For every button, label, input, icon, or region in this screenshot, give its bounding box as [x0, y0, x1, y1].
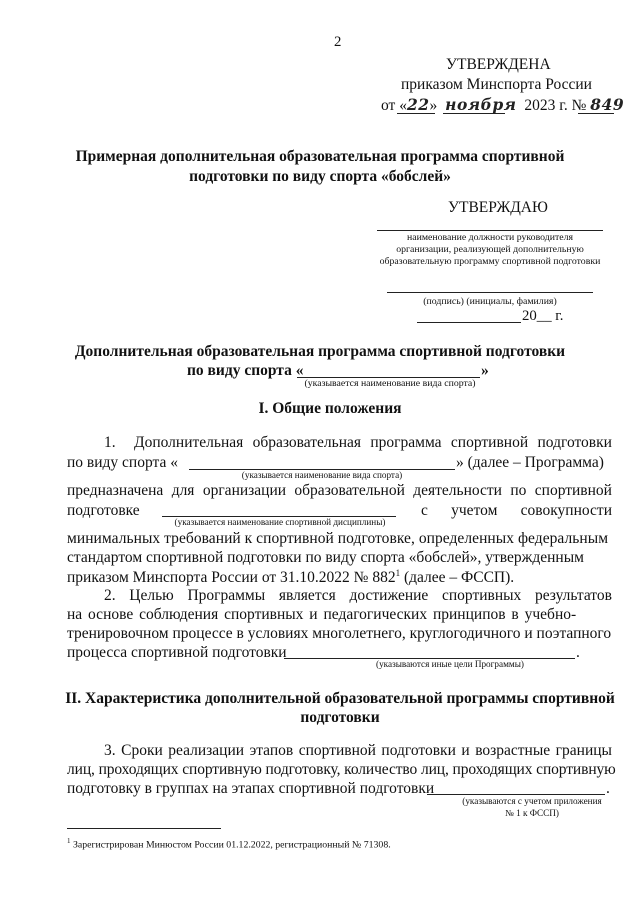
- word: учетом: [451, 502, 498, 519]
- program-title-line2-suffix: »: [481, 362, 489, 379]
- word: результатов: [534, 587, 612, 604]
- word: Программы: [187, 587, 266, 604]
- page-number: 2: [334, 34, 342, 50]
- p3-line3-suffix: .: [606, 780, 610, 797]
- month-underline: [443, 113, 505, 114]
- word: по: [510, 482, 527, 499]
- word: является: [278, 587, 336, 604]
- position-caption-1: наименование должности руководителя: [406, 232, 574, 243]
- word: и: [461, 742, 470, 759]
- word: спортивной: [450, 434, 529, 451]
- word: этапов: [249, 742, 294, 759]
- signature-caption: (подпись) (инициалы, фамилия): [423, 296, 557, 307]
- approval-order-line: приказом Минспорта России: [401, 76, 592, 93]
- p3-caption-1: (указываются с учетом приложения: [462, 796, 602, 806]
- p1-line7-text: приказом Минспорта России от 31.10.2022 № 882: [67, 569, 396, 587]
- word: для: [171, 482, 195, 499]
- word: 3.: [104, 742, 116, 759]
- word: организации: [202, 482, 287, 499]
- footnote-text: Зарегистрирован Минюстом России 01.12.2022, регистрационный № 71308.: [72, 839, 391, 851]
- p3-line2: лиц, проходящих спортивную подготовку, количество лиц, проходящих спортивную: [67, 761, 616, 778]
- position-caption-3: образовательную программу спортивной подготовки: [379, 256, 601, 267]
- word: Сроки: [121, 742, 163, 759]
- word: программа: [370, 434, 442, 451]
- signature-line: [387, 292, 593, 293]
- word: деятельности: [413, 482, 502, 499]
- word: образовательная: [252, 434, 362, 451]
- p1-line4-suffix: [421, 502, 612, 520]
- p3-stages-line: [427, 794, 605, 795]
- p3-line3-prefix: подготовку в группах на этапах спортивной подготовки: [67, 780, 435, 797]
- p1-number: 1.: [104, 434, 116, 451]
- p3-caption-2: № 1 к ФССП): [505, 808, 559, 818]
- footnote: [67, 837, 391, 850]
- word: образовательной: [294, 482, 405, 499]
- day-underline: [397, 113, 435, 114]
- p1-line1: [134, 434, 612, 452]
- section1-heading: I. Общие положения: [258, 400, 402, 417]
- word: 2.: [104, 587, 116, 604]
- word: предназначена: [67, 482, 164, 499]
- handwritten-day: 22: [406, 95, 430, 114]
- position-line: [377, 230, 603, 231]
- p2-goals-caption: (указываются иные цели Программы): [376, 659, 524, 669]
- handwritten-month: ноября: [445, 95, 517, 114]
- approval-date-line: [381, 95, 624, 115]
- word: совокупности: [520, 502, 612, 519]
- approval-title: УТВЕРЖДЕНА: [446, 56, 551, 73]
- word: границы: [555, 742, 612, 759]
- p2-line4-prefix: процесса спортивной подготовки: [67, 644, 287, 661]
- date-year: 2023 г. №: [524, 97, 587, 114]
- p1-sport-caption: (указывается наименование вида спорта): [241, 470, 403, 480]
- handwritten-number: 849: [590, 95, 625, 114]
- approve-title: УТВЕРЖДАЮ: [448, 199, 548, 216]
- date-mid: »: [429, 97, 438, 114]
- p1-line7: [67, 568, 514, 587]
- p3-line1: [104, 742, 612, 760]
- section2-heading-line2: подготовки: [300, 709, 380, 726]
- program-sport-caption: (указывается наименование вида спорта): [304, 378, 476, 389]
- date-line: [417, 322, 521, 323]
- word: Целью: [129, 587, 174, 604]
- main-title-line1: Примерная дополнительная образовательная программа спортивной: [75, 148, 565, 165]
- program-title-line2-prefix: по виду спорта «: [187, 362, 304, 379]
- p1-discipline-caption: (указывается наименование спортивной дисциплины): [174, 517, 386, 527]
- p2-line4-suffix: .: [576, 644, 580, 661]
- word: подготовки: [537, 434, 612, 451]
- p2-line3: тренировочном процессе в условиях многолетнего, круглогодичного и поэтапного: [67, 625, 612, 642]
- p1-line2-prefix: по виду спорта «: [67, 454, 178, 471]
- main-title-line2: подготовки по виду спорта «бобслей»: [189, 168, 451, 185]
- p2-line2: на основе соблюдения спортивных и педагогических принципов в учебно-: [67, 606, 577, 623]
- word: реализации: [168, 742, 245, 759]
- p1-line4-prefix: подготовке: [67, 502, 140, 519]
- p1-line6: стандартом спортивной подготовки по виду спорта «бобслей», утвержденным: [67, 549, 584, 566]
- p1-line3: [67, 482, 612, 500]
- word: с: [421, 502, 428, 519]
- word: спортивных: [441, 587, 522, 604]
- word: подготовки: [381, 742, 456, 759]
- p1-line7-end: (далее – ФССП).: [400, 569, 515, 587]
- word: возрастные: [475, 742, 551, 759]
- footnote-mark: 1: [67, 837, 71, 845]
- word: спортивной: [298, 742, 376, 759]
- p1-line5: минимальных требований к спортивной подготовке, определенных федеральным: [67, 530, 609, 547]
- approve-date-suffix: 20__ г.: [522, 308, 564, 324]
- footnote-ref: 1: [395, 568, 401, 578]
- section2-heading-line1: II. Характеристика дополнительной образовательной программы спортивной: [65, 690, 615, 707]
- p2-line1: [104, 587, 612, 605]
- word: Дополнительная: [134, 434, 244, 451]
- position-caption-2: организации, реализующей дополнительную: [396, 244, 584, 255]
- footnote-separator: [67, 828, 221, 829]
- date-prefix: от «: [381, 97, 407, 114]
- number-underline: [578, 113, 614, 114]
- word: достижение: [349, 587, 429, 604]
- p1-line2-suffix: » (далее – Программа): [456, 454, 604, 471]
- word: спортивной: [534, 482, 612, 499]
- program-title-line1: Дополнительная образовательная программа спортивной подготовки: [74, 343, 566, 360]
